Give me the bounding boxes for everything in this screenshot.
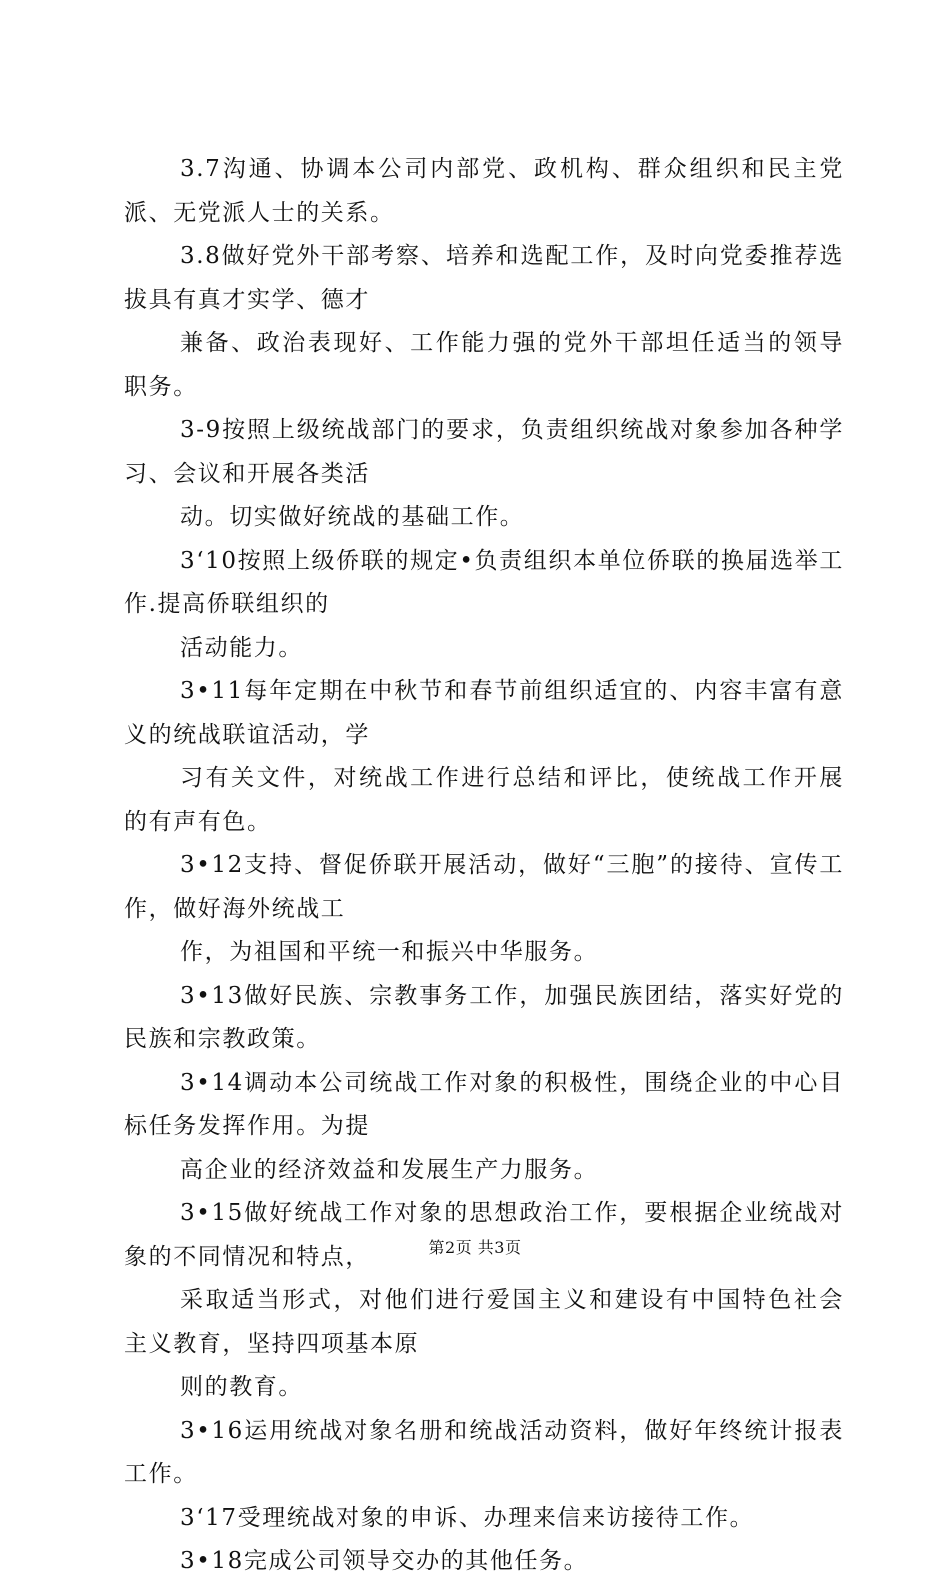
document-body <box>124 148 844 1584</box>
paragraph-3-18: 3•18完成公司领导交办的其他任务。 <box>180 1548 589 1574</box>
paragraph-3-12-continued: 作，为祖国和平统一和振兴中华服务。 <box>180 939 599 965</box>
paragraph-3-15: 3•15做好统战工作对象的思想政治工作，要根据企业统战对象的不同情况和特点， <box>124 1200 844 1270</box>
paragraph-3-17: 3‘17受理统战对象的申诉、办理来信来访接待工作。 <box>180 1504 755 1531</box>
page-number-footer: 第2页 共3页 <box>428 1238 522 1257</box>
paragraph-3-14-continued: 高企业的经济效益和发展生产力服务。 <box>180 1156 599 1183</box>
paragraph-3-9: 3-9按照上级统战部门的要求，负责组织统战对象参加各种学习、会议和开展各类活 <box>124 417 844 487</box>
paragraph-3-15-end: 则的教育。 <box>180 1374 303 1400</box>
paragraph-3-7: 3.7沟通、协调本公司内部党、政机构、群众组织和民主党派、无党派人士的关系。 <box>124 156 844 226</box>
paragraph-3-12: 3•12支持、督促侨联开展活动，做好“三胞”的接待、宣传工作，做好海外统战工 <box>124 852 844 922</box>
paragraph-3-11-continued: 习有关文件，对统战工作进行总结和评比，使统战工作开展的有声有色。 <box>124 765 844 835</box>
paragraph-3-10: 3‘10按照上级侨联的规定•负责组织本单位侨联的换届选举工作.提高侨联组织的 <box>124 547 844 617</box>
paragraph-3-8-continued: 兼备、政治表现好、工作能力强的党外干部坦任适当的领导职务。 <box>124 330 844 400</box>
paragraph-3-11: 3•11每年定期在中秋节和春节前组织适宜的、内容丰富有意义的统战联谊活动，学 <box>124 678 844 748</box>
paragraph-3-10-continued: 活动能力。 <box>180 634 303 661</box>
paragraph-3-8: 3.8做好党外干部考察、培养和选配工作，及时向党委推荐选拔具有真才实学、德才 <box>124 243 844 313</box>
paragraph-3-13: 3•13做好民族、宗教事务工作，加强民族团结，落实好党的民族和宗教政策。 <box>124 982 844 1052</box>
paragraph-3-14: 3•14调动本公司统战工作对象的积极性，围绕企业的中心目标任务发挥作用。为提 <box>124 1069 844 1139</box>
paragraph-3-15-continued: 采取适当形式，对他们进行爱国主义和建设有中国特色社会主义教育，坚持四项基本原 <box>124 1287 844 1357</box>
paragraph-3-9-continued: 动。切实做好统战的基础工作。 <box>180 504 525 530</box>
paragraph-3-16: 3•16运用统战对象名册和统战活动资料，做好年终统计报表工作。 <box>124 1417 844 1487</box>
